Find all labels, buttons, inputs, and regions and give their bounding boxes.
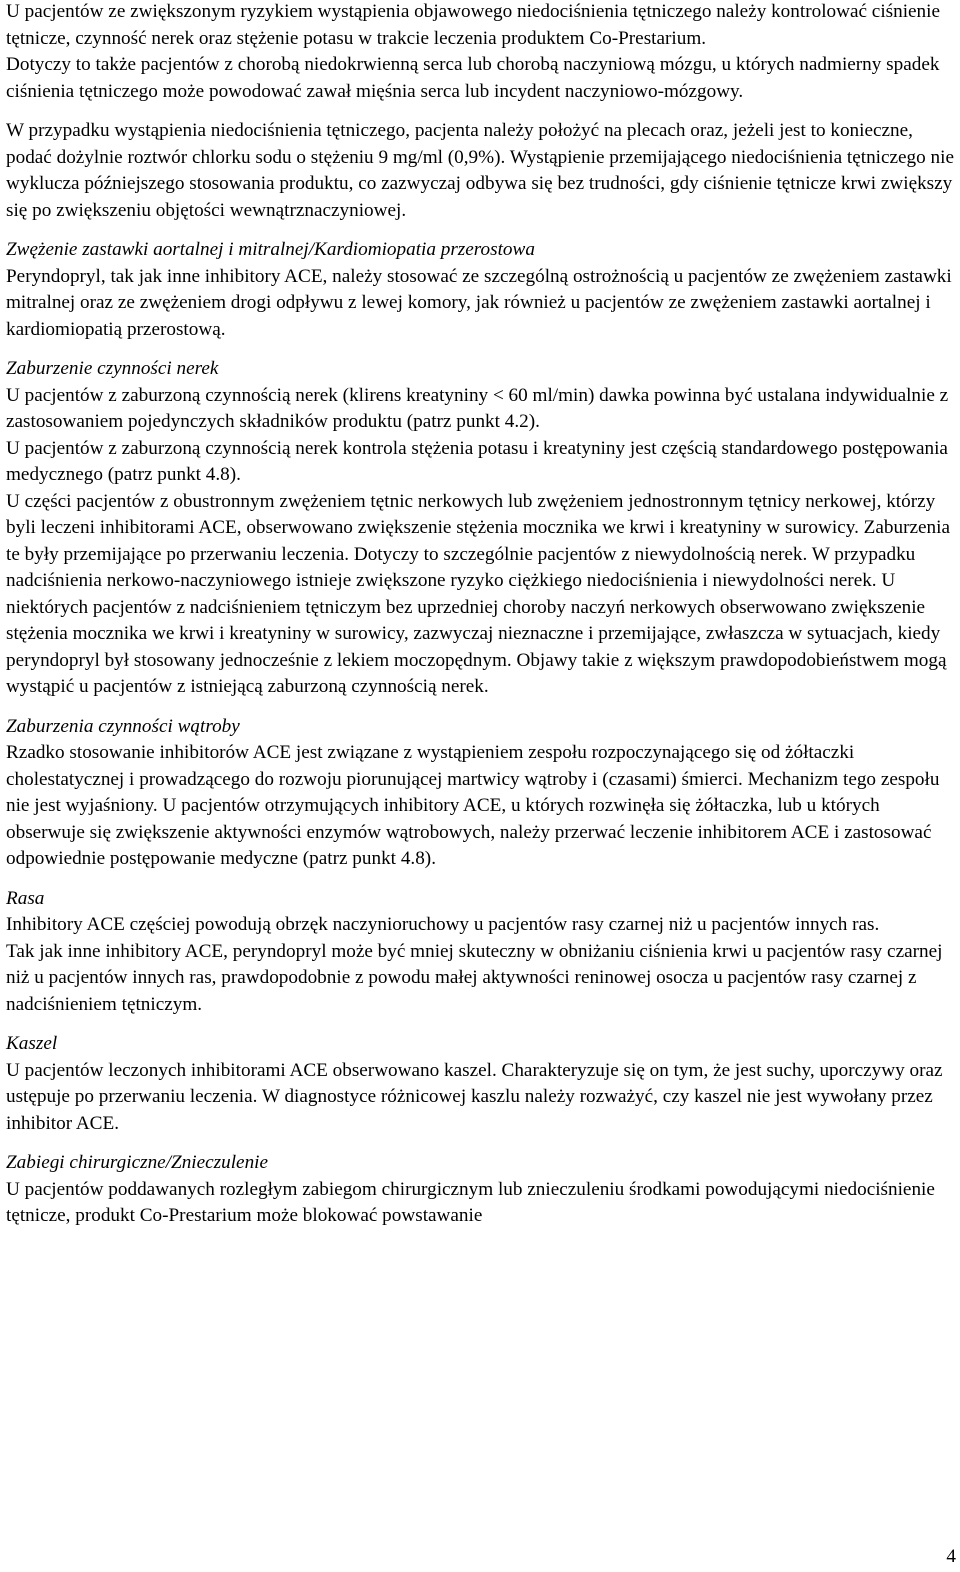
paragraph: U części pacjentów z obustronnym zwężeniem tętnic nerkowych lub zwężeniem jednostronnym tętnicy nerkowej, którzy byli leczeni inhibitorami ACE, obserwowano zwiększenie stężenia mocznika we krwi i kreatyniny w surowicy. Zaburzenia te były przemijające po przerwaniu leczenia. Dotyczy to szczególnie pacjentów z niewydolnością nerek. W przypadku nadciśnienia nerkowo-naczyniowego istnieje zwiększone ryzyko ciężkiego niedociśnienia i niewydolności nerek. U niektórych pacjentów z nadciśnieniem tętniczym bez uprzedniej choroby naczyń nerkowych obserwowano zwiększenie stężenia mocznika we krwi i kreatyniny w surowicy, zazwyczaj nieznaczne i przemijające, zwłaszcza w sytuacjach, kiedy peryndopryl był stosowany jednocześnie z lekiem moczopędnym. Objawy takie z większym prawdopodobieństwem mogą wystąpić u pacjentów z istniejącą zaburzoną czynnością nerek.: [6, 490, 950, 697]
section-heading: Kaszel: [6, 1033, 58, 1054]
section-heading: Zaburzenia czynności wątroby: [6, 715, 240, 737]
paragraph: U pacjentów leczonych inhibitorami ACE obserwowano kaszel. Charakteryzuje się on tym, że jest suchy, uporczywy oraz ustępuje po przerwaniu leczenia. W diagnostyce różnicowej kaszlu należy rozważyć, czy kaszel nie jest wywołany przez inhibitor ACE.: [6, 1059, 943, 1134]
paragraph: Inhibitory ACE częściej powodują obrzęk naczynioruchowy u pacjentów rasy czarnej niż u pacjentów innych ras.: [6, 914, 880, 935]
paragraph: U pacjentów ze zwiększonym ryzykiem wystąpienia objawowego niedociśnienia tętniczego należy kontrolować ciśnienie tętnicze, czynność nerek oraz stężenie potasu w trakcie leczenia produktem Co-Prestarium.: [6, 1, 940, 49]
paragraph: Tak jak inne inhibitory ACE, peryndopryl może być mniej skuteczny w obniżaniu ciśnienia krwi u pacjentów rasy czarnej niż u pacjentów innych ras, prawdopodobnie z powodu małej aktywności reninowej osocza u pacjentów rasy czarnej z nadciśnieniem tętniczym.: [6, 940, 943, 1015]
section-hepatic-impairment: [6, 714, 954, 873]
section-renal-impairment: [6, 356, 954, 701]
paragraph: Rzadko stosowanie inhibitorów ACE jest związane z wystąpieniem zespołu rozpoczynającego się od żółtaczki cholestatycznej i prowadzącego do rozwoju piorunującej martwicy wątroby i (czasami) śmierci. Mechanizm tego zespołu nie jest wyjaśniony. U pacjentów otrzymujących inhibitory ACE, u których rozwinęła się żółtaczka, lub u których obserwuje się zwiększenie aktywności enzymów wątrobowych, należy przerwać leczenie inhibitorem ACE i zastosować odpowiednie postępowanie medyczne (patrz punkt 4.8).: [6, 742, 940, 869]
section-hypotension-monitoring: [6, 0, 954, 105]
paragraph: U pacjentów z zaburzoną czynnością nerek kontrola stężenia potasu i kreatyniny jest częścią standardowego postępowania medycznego (patrz punkt 4.8).: [6, 437, 948, 485]
section-race: [6, 886, 954, 1019]
paragraph: U pacjentów z zaburzoną czynnością nerek (klirens kreatyniny < 60 ml/min) dawka powinna być ustalana indywidualnie z zastosowaniem pojedynczych składników produktu (patrz punkt 4.2).: [6, 384, 949, 432]
paragraph: U pacjentów poddawanych rozległym zabiegom chirurgicznym lub znieczuleniu środkami powodującymi niedociśnienie tętnicze, produkt Co-Prestarium może blokować powstawanie: [6, 1178, 935, 1226]
section-surgery-anaesthesia: [6, 1150, 954, 1230]
section-heading: Zwężenie zastawki aortalnej i mitralnej/Kardiomiopatia przerostowa: [6, 239, 535, 260]
section-heading: Rasa: [6, 887, 45, 909]
paragraph: W przypadku wystąpienia niedociśnienia tętniczego, pacjenta należy położyć na plecach oraz, jeżeli jest to konieczne, podać dożylnie roztwór chlorku sodu o stężeniu 9 mg/ml (0,9%). Wystąpienie przemijającego niedociśnienia tętniczego nie wyklucza późniejszego stosowania produktu, co zazwyczaj odbywa się bez trudności, gdy ciśnienie tętnicze krwi zwiększy się po zwiększeniu objętości wewnątrznaczyniowej.: [6, 120, 954, 221]
paragraph: Peryndopryl, tak jak inne inhibitory ACE, należy stosować ze szczególną ostrożnością u pacjentów ze zwężeniem zastawki mitralnej oraz ze zwężeniem drogi odpływu z lewej komory, jak również u pacjentów ze zwężeniem zastawki aortalnej i kardiomiopatią przerostową.: [6, 265, 952, 340]
section-cough: [6, 1031, 954, 1137]
section-valve-stenosis: [6, 237, 954, 343]
paragraph: Dotyczy to także pacjentów z chorobą niedokrwienną serca lub chorobą naczyniową mózgu, u których nadmierny spadek ciśnienia tętniczego może powodować zawał mięśnia serca lub incydent naczyniowo-mózgowy.: [6, 54, 940, 102]
document-page: [6, 0, 954, 1230]
section-heading: Zabiegi chirurgiczne/Znieczulenie: [6, 1152, 269, 1173]
page-number: 4: [946, 1545, 956, 1567]
section-hypotension-management: [6, 118, 954, 224]
section-heading: Zaburzenie czynności nerek: [6, 358, 219, 379]
